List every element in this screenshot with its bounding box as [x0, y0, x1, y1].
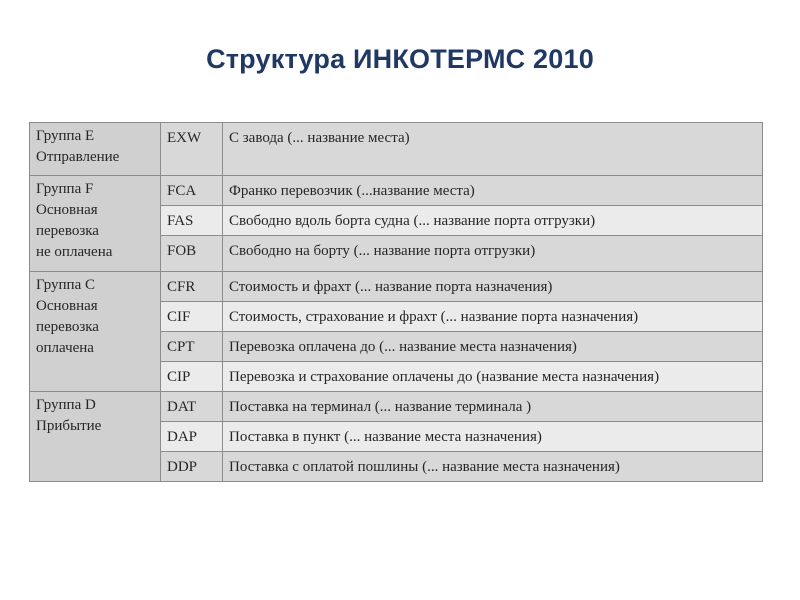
term-code: DAT [161, 392, 223, 422]
term-description: Свободно на борту (... название порта отгрузки) [223, 236, 763, 272]
term-description: С завода (... название места) [223, 123, 763, 176]
term-description: Свободно вдоль борта судна (... название порта отгрузки) [223, 206, 763, 236]
table-row [30, 272, 763, 302]
term-code: DAP [161, 422, 223, 452]
term-code: EXW [161, 123, 223, 176]
term-description: Франко перевозчик (...название места) [223, 176, 763, 206]
term-code: CIF [161, 302, 223, 332]
group-cell: Группа D Прибытие [30, 392, 161, 482]
term-code: CFR [161, 272, 223, 302]
table-row [30, 176, 763, 206]
group-cell: Группа F Основная перевозка не оплачена [30, 176, 161, 272]
term-code: DDP [161, 452, 223, 482]
term-description: Поставка на терминал (... название терминала ) [223, 392, 763, 422]
term-code: CPT [161, 332, 223, 362]
term-description: Поставка в пункт (... название места назначения) [223, 422, 763, 452]
page-title: Структура ИНКОТЕРМС 2010 [206, 44, 594, 74]
term-code: CIP [161, 362, 223, 392]
incoterms-table [29, 122, 763, 482]
group-cell: Группа C Основная перевозка оплачена [30, 272, 161, 392]
group-cell: Группа E Отправление [30, 123, 161, 176]
term-code: FCA [161, 176, 223, 206]
term-description: Перевозка оплачена до (... название места назначения) [223, 332, 763, 362]
term-code: FOB [161, 236, 223, 272]
term-description: Стоимость и фрахт (... название порта назначения) [223, 272, 763, 302]
term-description: Стоимость, страхование и фрахт (... название порта назначения) [223, 302, 763, 332]
table-row [30, 392, 763, 422]
term-description: Перевозка и страхование оплачены до (название места назначения) [223, 362, 763, 392]
term-description: Поставка с оплатой пошлины (... название места назначения) [223, 452, 763, 482]
term-code: FAS [161, 206, 223, 236]
table-row [30, 123, 763, 176]
